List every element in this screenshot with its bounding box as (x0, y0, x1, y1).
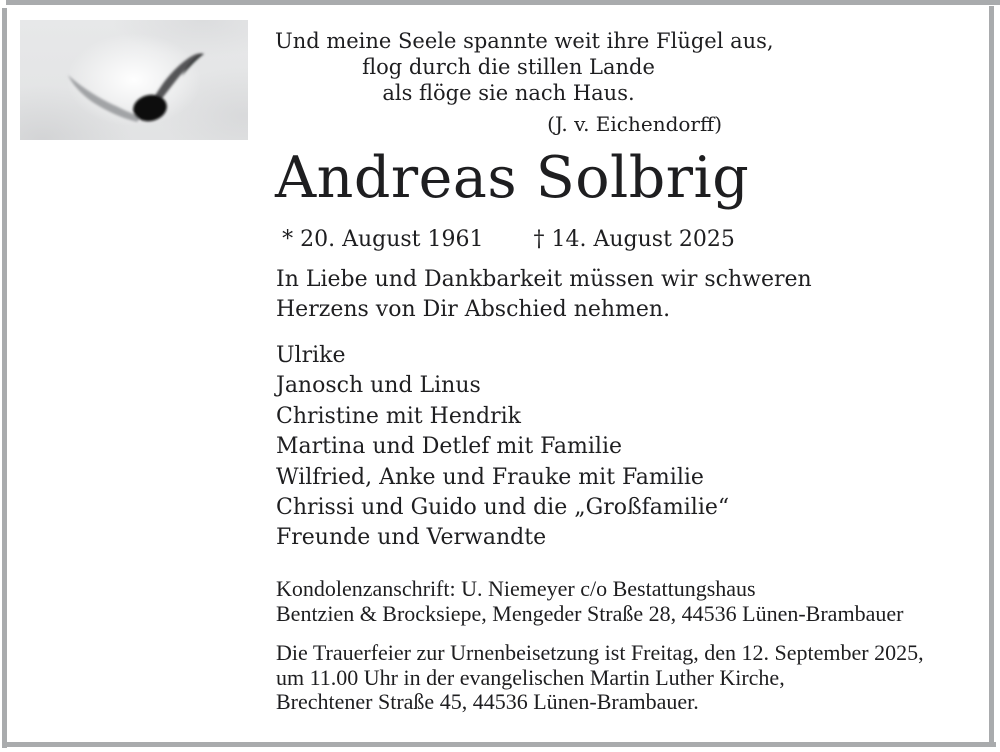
service-info (276, 641, 924, 715)
message-line: In Liebe und Dankbarkeit müssen wir schweren (276, 267, 812, 292)
poem-line: als flöge sie nach Haus. (382, 81, 635, 105)
life-dates (275, 226, 742, 254)
deceased-name: Andreas Solbrig (275, 145, 750, 211)
mourner-line: Wilfried, Anke und Frauke mit Familie (276, 464, 704, 490)
poem-line: flog durch die stillen Lande (362, 55, 655, 79)
condolence-line: Kondolenzanschrift: U. Niemeyer c/o Bestattungshaus (276, 576, 756, 601)
service-line: um 11.00 Uhr in der evangelischen Martin Luther Kirche, (276, 664, 785, 690)
condolence-address (276, 577, 903, 626)
birth-date: * 20. August 1961 (282, 227, 484, 252)
mourner-line: Martina und Detlef mit Familie (276, 434, 623, 460)
mourner-line: Ulrike (276, 343, 346, 368)
frame-border-right (989, 6, 994, 747)
poem (275, 28, 774, 106)
service-line: Die Trauerfeier zur Urnenbeisetzung ist Freitag, den 12. September 2025, (276, 640, 924, 665)
mourner-line: Christine mit Hendrik (276, 403, 521, 429)
message-line: Herzens von Dir Abschied nehmen. (276, 297, 671, 322)
poem-line: Und meine Seele spannte weit ihre Flügel aus, (275, 29, 774, 53)
condolence-line: Bentzien & Brocksiepe, Mengeder Straße 28, 44536 Lünen-Brambauer (276, 600, 904, 626)
death-date: † 14. August 2025 (533, 227, 735, 252)
farewell-message (276, 265, 812, 325)
frame-border-top (6, 0, 1000, 5)
dove-icon (20, 20, 248, 140)
frame-border-left (2, 8, 7, 748)
dove-photo (20, 20, 248, 140)
frame-border-bottom (6, 742, 996, 747)
mourner-line: Freunde und Verwandte (276, 525, 547, 551)
service-line: Brechtener Straße 45, 44536 Lünen-Brambauer. (276, 689, 699, 715)
mourner-line: Chrissi und Guido und die „Großfamilie“ (276, 495, 730, 521)
mourner-line: Janosch und Linus (276, 373, 481, 399)
poem-attribution: (J. v. Eichendorff) (547, 112, 722, 136)
mourners-list (276, 341, 729, 554)
